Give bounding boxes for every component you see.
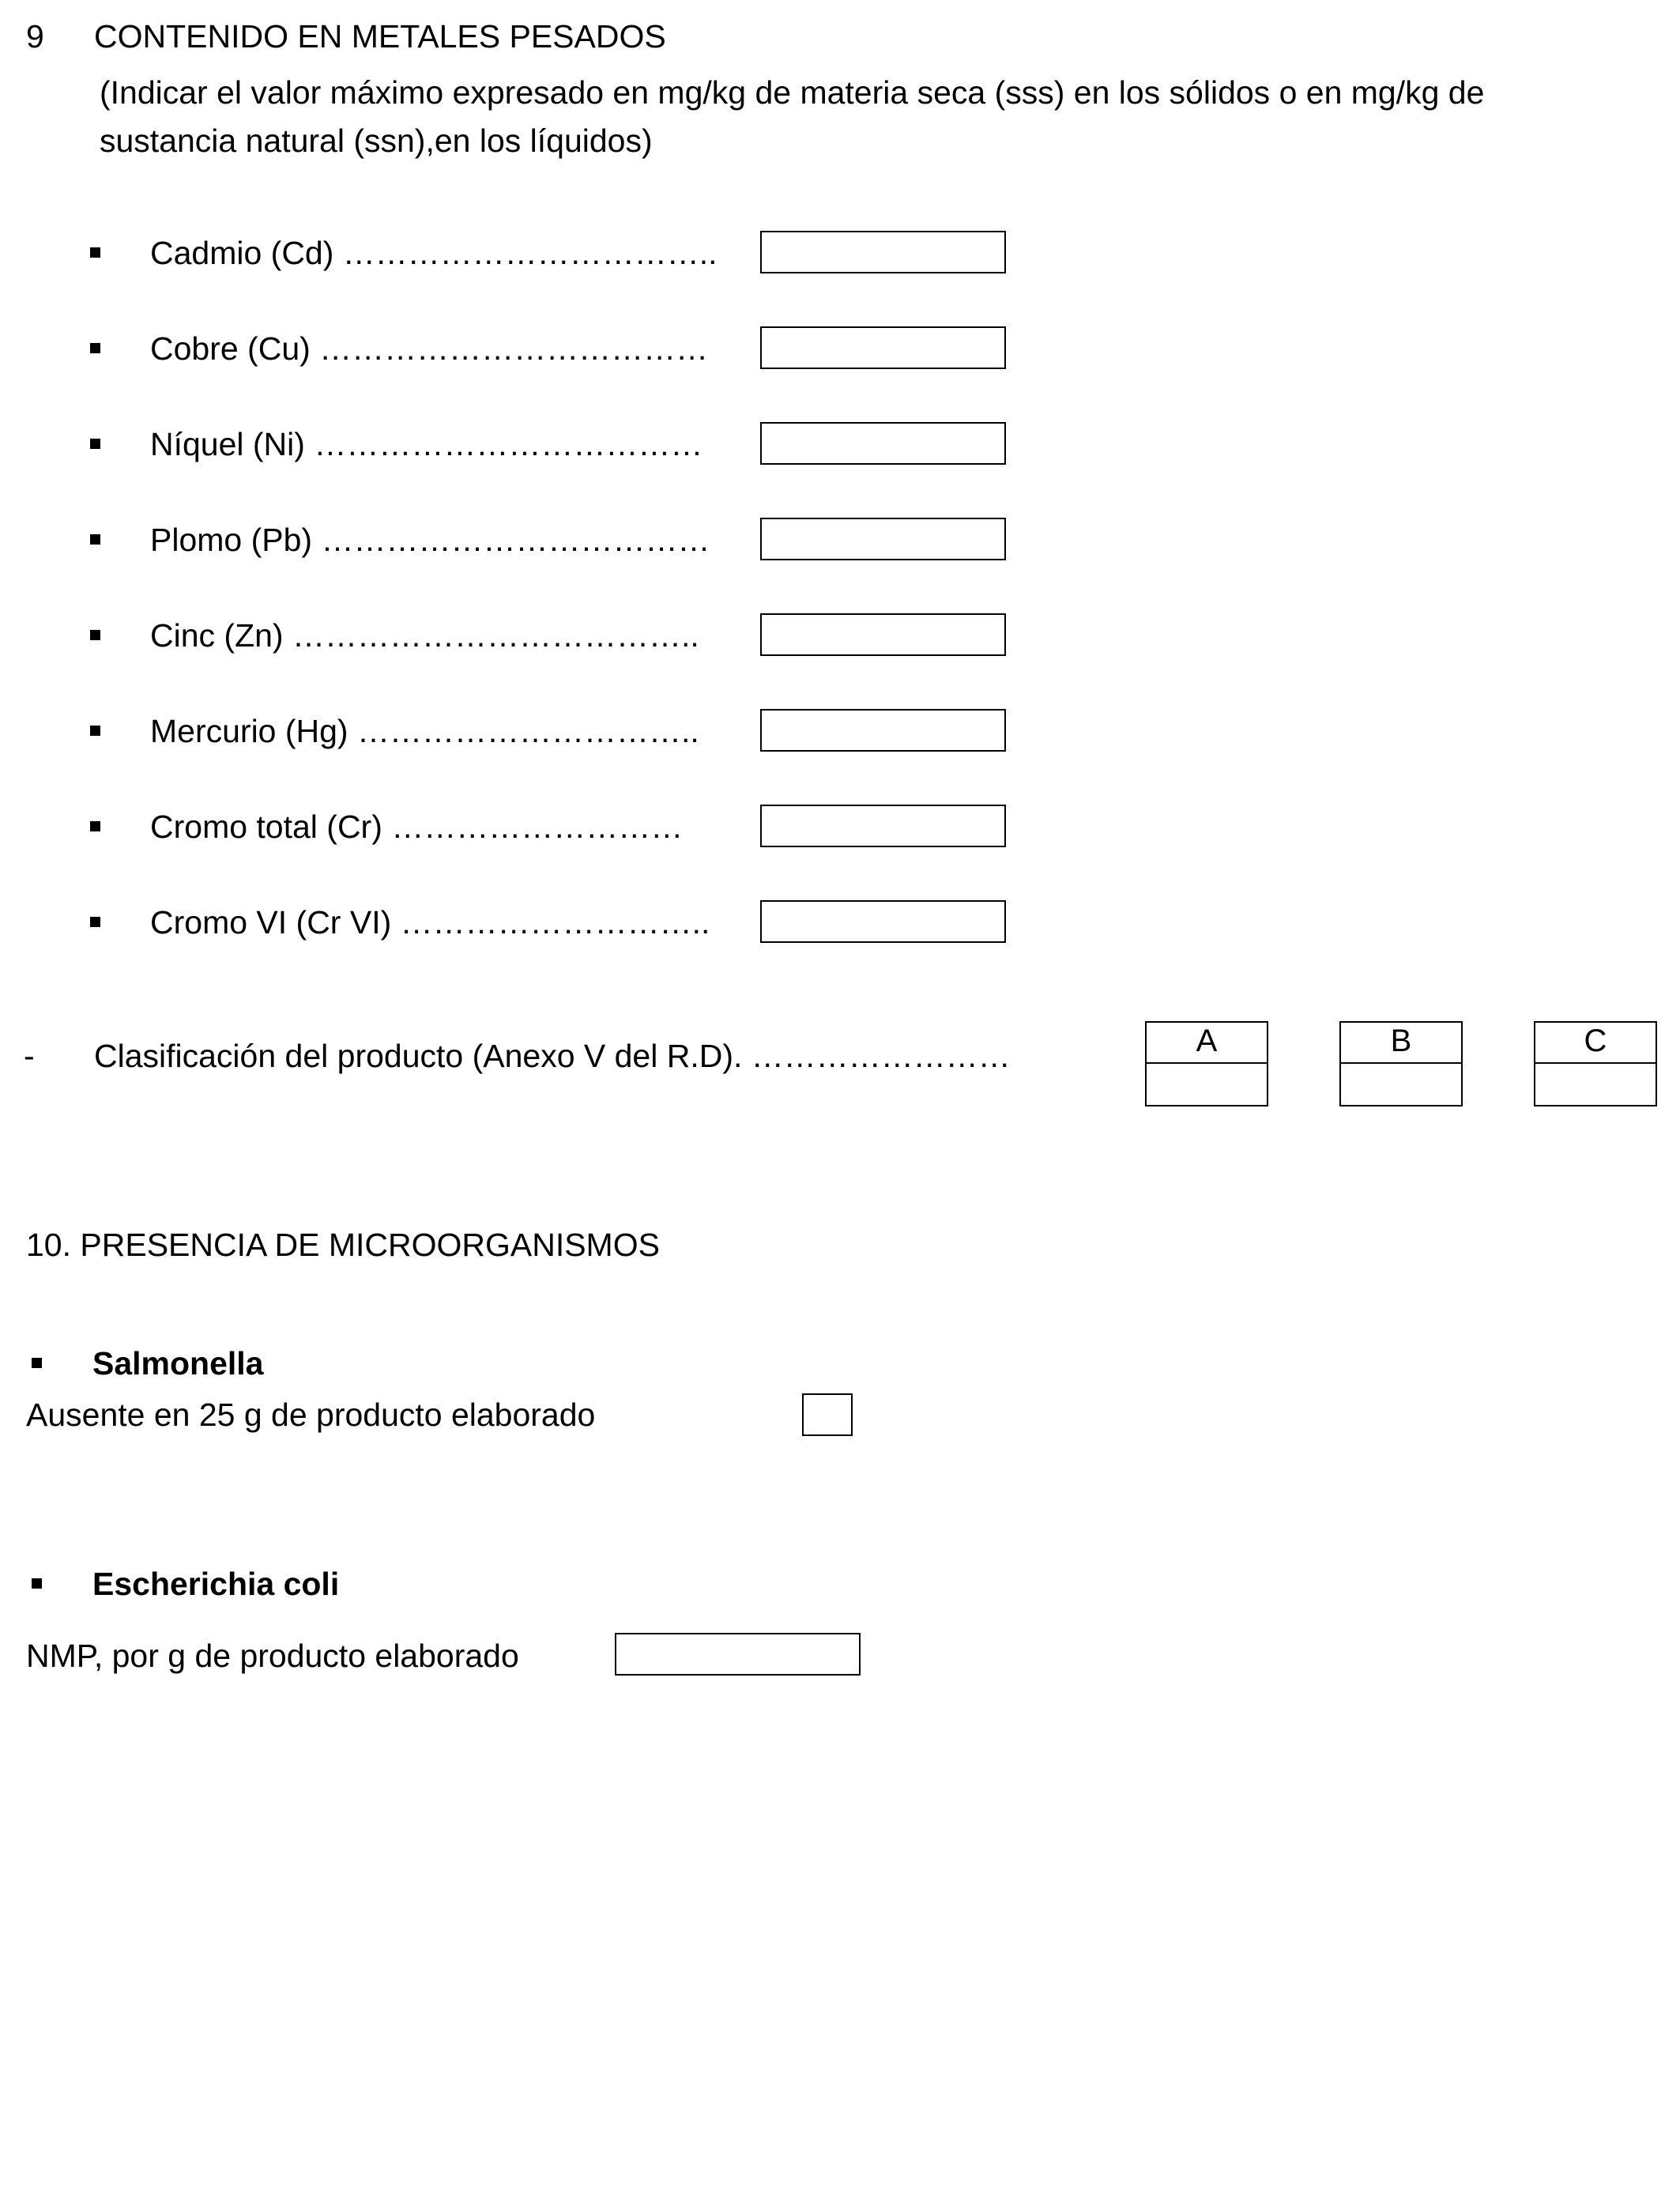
classification-dash: - — [24, 1038, 35, 1074]
salmonella-line: Ausente en 25 g de producto elaborado — [26, 1397, 596, 1433]
metal-value-field[interactable] — [760, 231, 1006, 273]
metal-value-field[interactable] — [760, 518, 1006, 560]
bullet-icon — [90, 630, 100, 640]
instructions-line-2: sustancia natural (ssn),en los líquidos) — [100, 123, 653, 159]
section-10-title: 10. PRESENCIA DE MICROORGANISMOS — [26, 1227, 660, 1263]
bullet-icon — [90, 821, 100, 831]
ecoli-heading: Escherichia coli — [92, 1566, 340, 1602]
metal-label: Cromo total (Cr) ……………………… — [150, 809, 684, 845]
option-letter: A — [1147, 1023, 1267, 1064]
section-number: 9 — [26, 18, 44, 55]
metal-label: Plomo (Pb) ……………………………… — [150, 522, 710, 558]
metal-value-field[interactable] — [760, 900, 1006, 943]
metal-label: Cobre (Cu) ……………………………… — [150, 330, 709, 367]
section-title: CONTENIDO EN METALES PESADOS — [94, 18, 666, 55]
metal-value-field[interactable] — [760, 326, 1006, 369]
instructions-line-1: (Indicar el valor máximo expresado en mg/kg de materia seca (sss) en los sólidos o en mg/kg de — [100, 74, 1485, 111]
bullet-icon — [90, 247, 100, 258]
classification-option-c[interactable] — [1534, 1021, 1657, 1106]
metal-value-field[interactable] — [760, 805, 1006, 847]
option-letter: B — [1341, 1023, 1461, 1064]
bullet-icon — [90, 343, 100, 353]
bullet-icon — [32, 1358, 42, 1368]
bullet-icon — [90, 439, 100, 449]
metal-value-field[interactable] — [760, 613, 1006, 656]
metal-value-field[interactable] — [760, 709, 1006, 752]
bullet-icon — [90, 726, 100, 736]
metal-label: Cromo VI (Cr VI) ……………………….. — [150, 904, 710, 941]
ecoli-value-field[interactable] — [615, 1633, 861, 1676]
metal-label: Níquel (Ni) ……………………………… — [150, 426, 703, 462]
classification-label: Clasificación del producto (Anexo V del R.D). …………………… — [94, 1038, 1011, 1074]
classification-option-b[interactable] — [1339, 1021, 1463, 1106]
metal-label: Cadmio (Cd) …………………………….. — [150, 235, 718, 271]
metal-value-field[interactable] — [760, 422, 1006, 465]
ecoli-line: NMP, por g de producto elaborado — [26, 1638, 519, 1674]
metal-label: Cinc (Zn) ……………………………….. — [150, 617, 699, 654]
salmonella-checkbox[interactable] — [802, 1393, 853, 1436]
salmonella-heading: Salmonella — [92, 1345, 264, 1382]
classification-option-a[interactable] — [1145, 1021, 1268, 1106]
bullet-icon — [90, 534, 100, 545]
bullet-icon — [90, 917, 100, 927]
metal-label: Mercurio (Hg) ………………………….. — [150, 713, 699, 749]
option-letter: C — [1535, 1023, 1656, 1064]
bullet-icon — [32, 1578, 42, 1589]
